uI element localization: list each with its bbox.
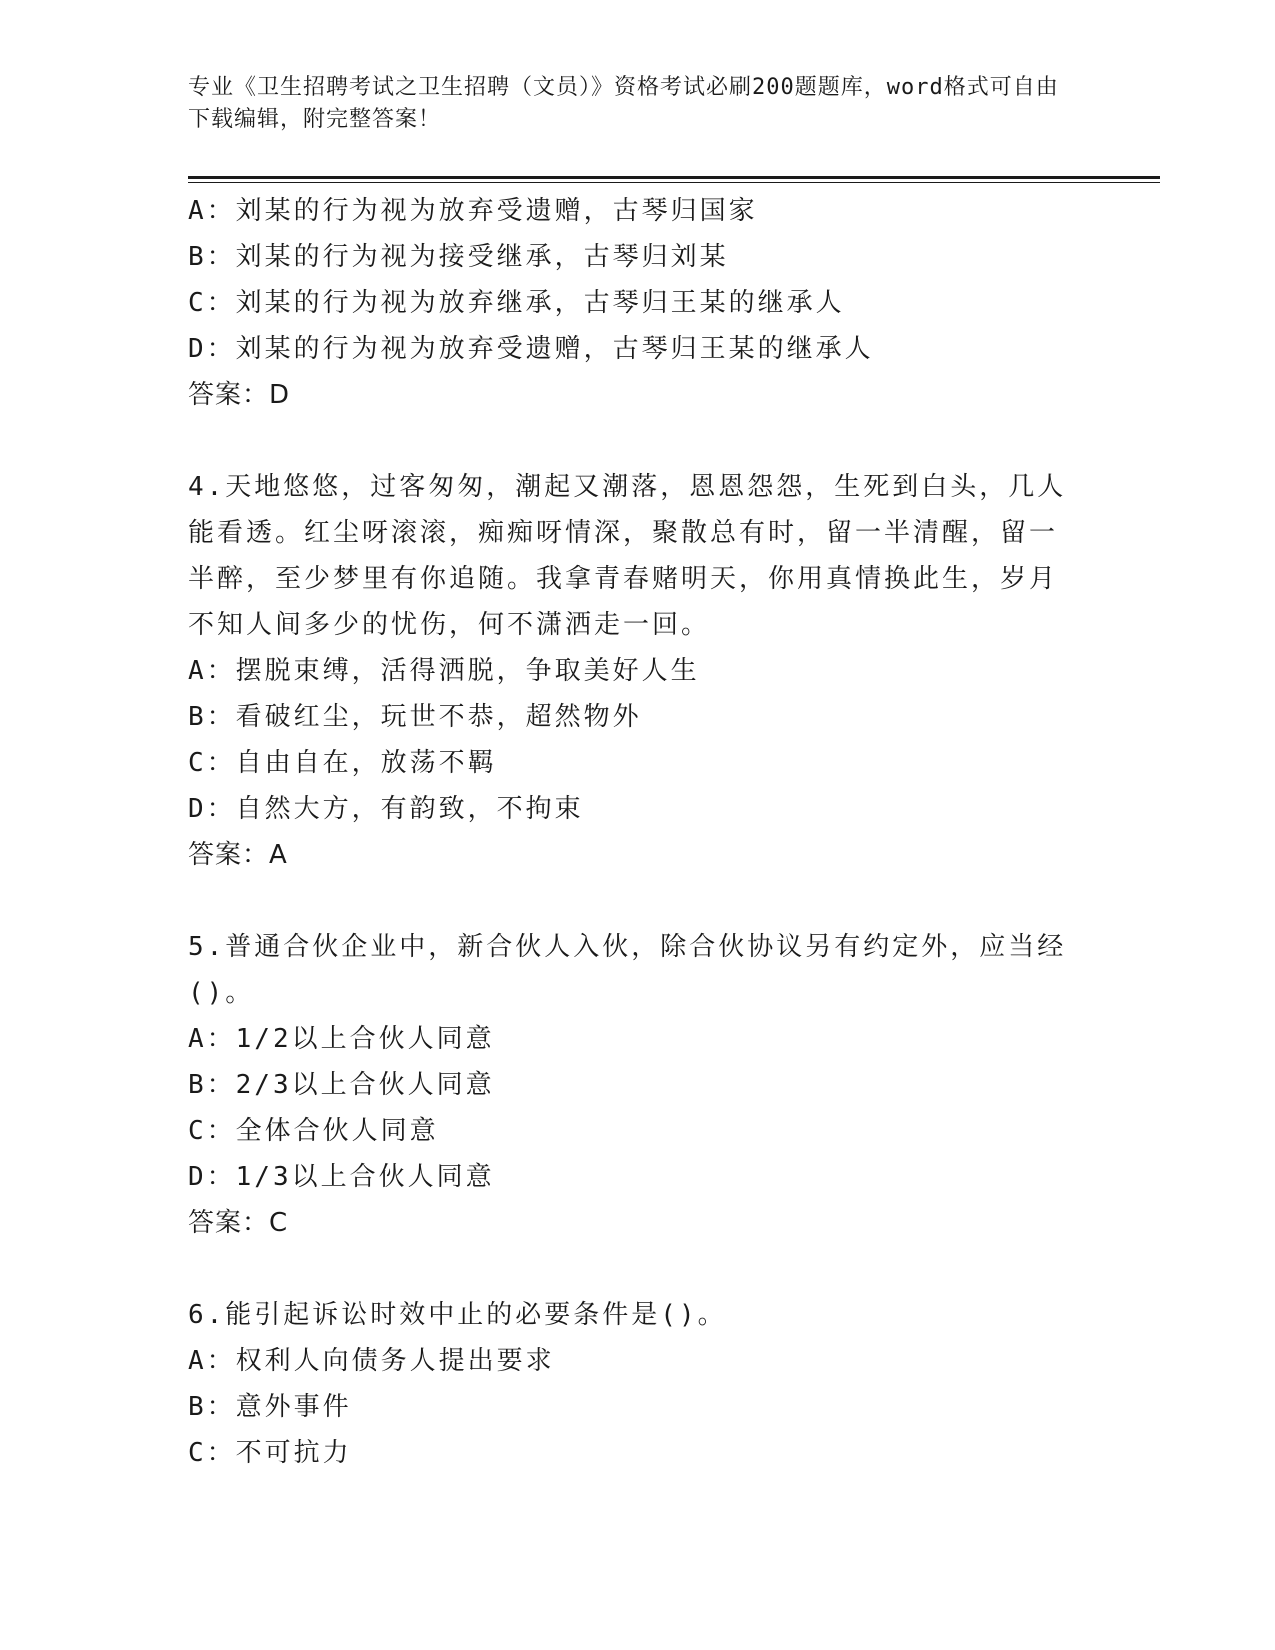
option-b: B：刘某的行为视为接受继承，古琴归刘某 <box>188 242 729 272</box>
question-3 <box>188 188 1068 418</box>
option-a: A：刘某的行为视为放弃受遗赠，古琴归国家 <box>188 196 758 226</box>
question-stem: 4.天地悠悠，过客匆匆，潮起又潮落，恩恩怨怨，生死到白头，几人能看透。红尘呀滚滚，痴痴呀情深，聚散总有时，留一半清醒，留一半醉，至少梦里有你追随。我拿青春赌明天，你用真情换此生，岁月不知人间多少的忧伤，何不潇洒走一回。 <box>188 472 1067 640</box>
header-divider-thin <box>188 182 1160 183</box>
option-a: A：摆脱束缚，活得洒脱，争取美好人生 <box>188 656 700 686</box>
question-stem: 6.能引起诉讼时效中止的必要条件是()。 <box>188 1300 727 1330</box>
question-list <box>188 188 1068 1476</box>
option-c: C：自由自在，放荡不羁 <box>188 748 497 778</box>
option-a: A：权利人向债务人提出要求 <box>188 1346 555 1376</box>
question-4 <box>188 464 1068 878</box>
spacer <box>188 878 1068 924</box>
document-header: 专业《卫生招聘考试之卫生招聘（文员）》资格考试必刷200题题库，word格式可自由下载编辑，附完整答案！ <box>188 75 1059 132</box>
question-5 <box>188 924 1068 1246</box>
answer: 答案：D <box>188 380 291 410</box>
option-b: B：意外事件 <box>188 1392 352 1422</box>
option-a: A：1/2以上合伙人同意 <box>188 1024 495 1054</box>
answer: 答案：C <box>188 1208 289 1238</box>
spacer <box>188 1246 1068 1292</box>
option-b: B：看破红尘，玩世不恭，超然物外 <box>188 702 642 732</box>
option-b: B：2/3以上合伙人同意 <box>188 1070 495 1100</box>
option-d: D：刘某的行为视为放弃受遗赠，古琴归王某的继承人 <box>188 334 874 364</box>
answer: 答案：A <box>188 840 288 870</box>
option-c: C：全体合伙人同意 <box>188 1116 439 1146</box>
header-divider <box>188 176 1160 179</box>
question-6 <box>188 1292 1068 1476</box>
option-c: C：不可抗力 <box>188 1438 352 1468</box>
option-c: C：刘某的行为视为放弃继承，古琴归王某的继承人 <box>188 288 845 318</box>
spacer <box>188 418 1068 464</box>
option-d: D：自然大方，有韵致，不拘束 <box>188 794 584 824</box>
option-d: D：1/3以上合伙人同意 <box>188 1162 495 1192</box>
question-stem: 5.普通合伙企业中，新合伙人入伙，除合伙协议另有约定外，应当经()。 <box>188 932 1067 1008</box>
